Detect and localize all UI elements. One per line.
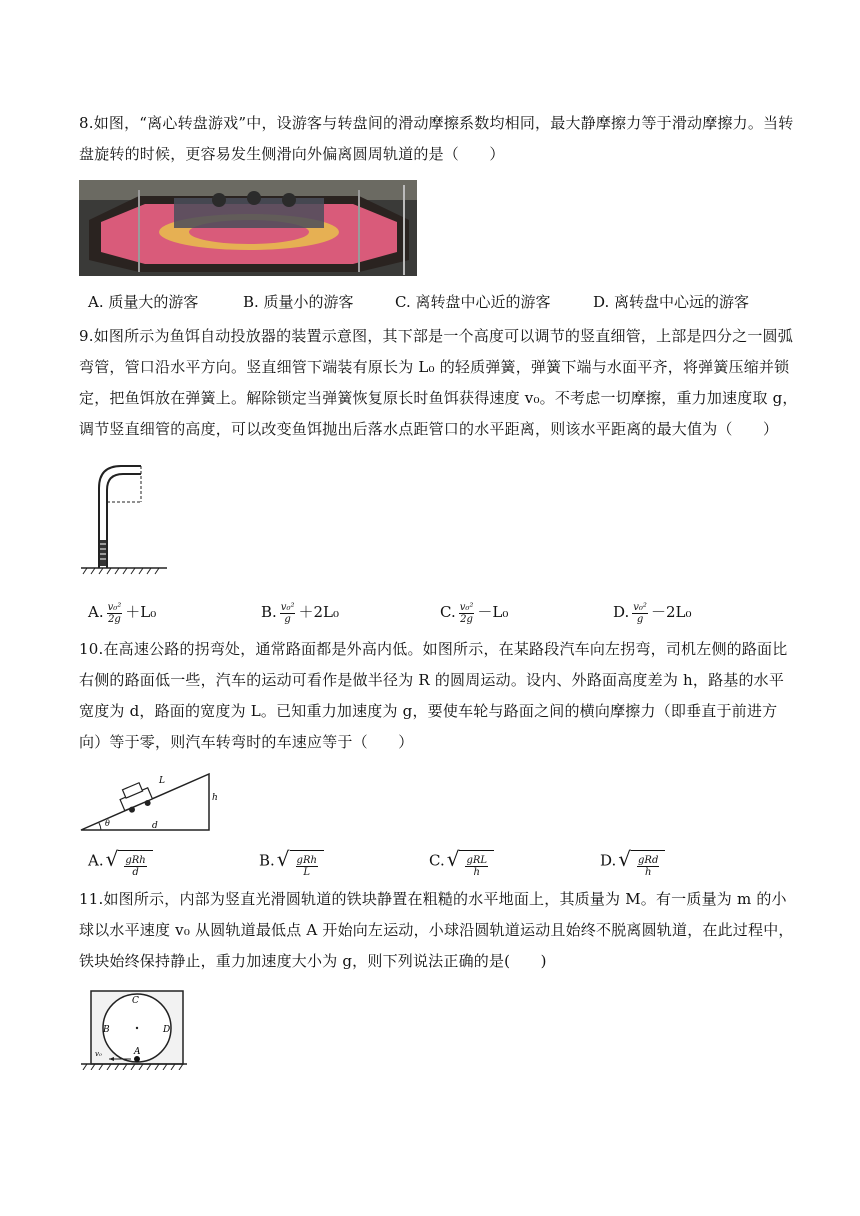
question-10-stem: 10.在高速公路的拐弯处，通常路面都是外高内低。如图所示，在某路段汽车向左拐弯，司机左侧的路面比右侧的路面低一些，汽车的运动可看作是做半径为 R 的圆周运动。设内、外路面高度差为 h，路基的水平宽度为 d，路面的宽度为 L。已知重力加速度为 g，要使车轮与路面之间的横向摩擦力（即垂直于前进方向）等于零，则汽车转弯时的车速应等于（ ） [79, 640, 788, 751]
q10-b-sqrt: √ $\frac{\text{gRh}}{L}$ [277, 844, 324, 879]
q10-option-b[interactable] [259, 844, 324, 879]
question-9 [79, 321, 799, 445]
label-A: A [134, 1047, 141, 1057]
question-9-options [88, 598, 788, 626]
q9-c-tail: －L₀ [477, 603, 509, 621]
q9-option-c[interactable] [440, 598, 508, 626]
q9-c-num: v₀² [459, 601, 474, 613]
question-8-options [88, 288, 788, 316]
label-C: C [132, 996, 139, 1006]
q10-option-d[interactable] [600, 844, 665, 879]
question-10 [79, 634, 799, 758]
q9-c-letter: C. [440, 603, 456, 621]
q10-option-a[interactable] [88, 844, 153, 879]
q10-c-letter: C. [429, 851, 445, 870]
q9-d-den: g [636, 613, 644, 625]
q10-a-letter: A. [88, 851, 104, 870]
q10-a-den: d [132, 866, 139, 878]
q8-option-b[interactable]: B. 质量小的游客 [243, 293, 354, 311]
label-h: h [212, 793, 218, 803]
banked-road-diagram [79, 768, 219, 834]
q9-b-den: g [284, 613, 291, 625]
question-11-stem: 11.如图所示，内部为竖直光滑圆轨道的铁块静置在粗糙的水平地面上，其质量为 M。有一质量为 m 的小球以水平速度 v₀ 从圆轨道最低点 A 开始向左运动，小球沿圆轨道运动且始终不脱离圆轨道，在此过程中，铁块始终保持静止，重力加速度大小为 g，则下列说法正确的是( ) [79, 890, 794, 970]
question-10-options [88, 844, 788, 878]
question-8-stem: 8.如图，“离心转盘游戏”中，设游客与转盘间的滑动摩擦系数均相同，最大静摩擦力等于滑动摩擦力。当转盘旋转的时候，更容易发生侧滑向外偏离圆周轨道的是（ ） [79, 114, 794, 163]
label-theta: θ [105, 819, 110, 828]
circular-track-diagram [79, 988, 189, 1070]
q10-a-num: gRh [125, 854, 146, 866]
q9-a-num: v₀² [107, 601, 122, 613]
q10-b-letter: B. [259, 851, 275, 870]
q9-option-d[interactable] [613, 598, 691, 626]
label-d: d [152, 821, 158, 831]
q8-option-a[interactable]: A. 质量大的游客 [88, 293, 199, 311]
q9-a-fraction [107, 602, 123, 625]
q10-d-sqrt: √ $\frac{\text{gRd}}{h}$ [618, 844, 665, 879]
carousel-photo-image [79, 180, 417, 276]
q10-b-num: gRh [296, 854, 317, 866]
q9-c-den: 2g [460, 613, 473, 625]
q10-c-sqrt: √ $\frac{\text{gRL}}{h}$ [447, 844, 494, 879]
label-D: D [163, 1025, 171, 1035]
q10-option-c[interactable] [429, 844, 494, 879]
q10-d-num: gRd [638, 854, 659, 866]
q9-a-letter: A. [88, 603, 104, 621]
q8-option-c[interactable]: C. 离转盘中心近的游客 [395, 293, 551, 311]
label-B: B [103, 1025, 110, 1035]
q10-d-letter: D. [600, 851, 617, 870]
q10-c-den: h [473, 866, 480, 878]
circular-track-svg [79, 988, 189, 1070]
banked-road-svg [79, 768, 219, 834]
carousel-photo [79, 180, 417, 276]
q9-d-tail: －2L₀ [650, 603, 692, 621]
q10-d-den: h [644, 866, 652, 878]
label-L: L [159, 776, 165, 786]
q8-option-d[interactable]: D. 离转盘中心远的游客 [593, 293, 750, 311]
q9-d-fraction [632, 602, 648, 625]
q9-b-num: v₀² [280, 601, 295, 613]
q9-b-tail: ＋2L₀ [298, 603, 339, 621]
q9-d-letter: D. [613, 603, 630, 621]
q9-d-num: v₀² [633, 601, 647, 613]
q9-b-fraction [280, 602, 296, 625]
fish-feeder-diagram [79, 458, 169, 578]
question-8 [79, 108, 799, 170]
question-9-stem: 9.如图所示为鱼饵自动投放器的装置示意图，其下部是一个高度可以调节的竖直细管，上部是四分之一圆弧弯管，管口沿水平方向。竖直细管下端装有原长为 L₀ 的轻质弹簧，弹簧下端与水面平齐，将弹簧压缩并锁定，把鱼饵放在弹簧上。解除锁定当弹簧恢复原长时鱼饵获得速度 v₀。不考虑一切摩擦，重力加速度取 g，调节竖直细管的高度，可以改变鱼饵抛出后落水点距管口的水平距离，则该水平距离的最大值为（ ） [79, 327, 798, 438]
q9-b-letter: B. [261, 603, 277, 621]
q9-a-den: 2g [108, 613, 121, 625]
fish-feeder-svg [79, 458, 169, 578]
q10-c-num: gRL [466, 854, 488, 866]
q9-option-a[interactable] [88, 598, 156, 626]
question-11 [79, 884, 799, 977]
q9-option-b[interactable] [261, 598, 339, 626]
q9-c-fraction [459, 602, 475, 625]
label-v0: v₀ [95, 1050, 102, 1058]
q10-b-den: L [303, 866, 311, 878]
q10-a-sqrt: √ $\frac{\text{gRh}}{d}$ [106, 844, 153, 879]
q9-a-tail: ＋L₀ [125, 603, 157, 621]
